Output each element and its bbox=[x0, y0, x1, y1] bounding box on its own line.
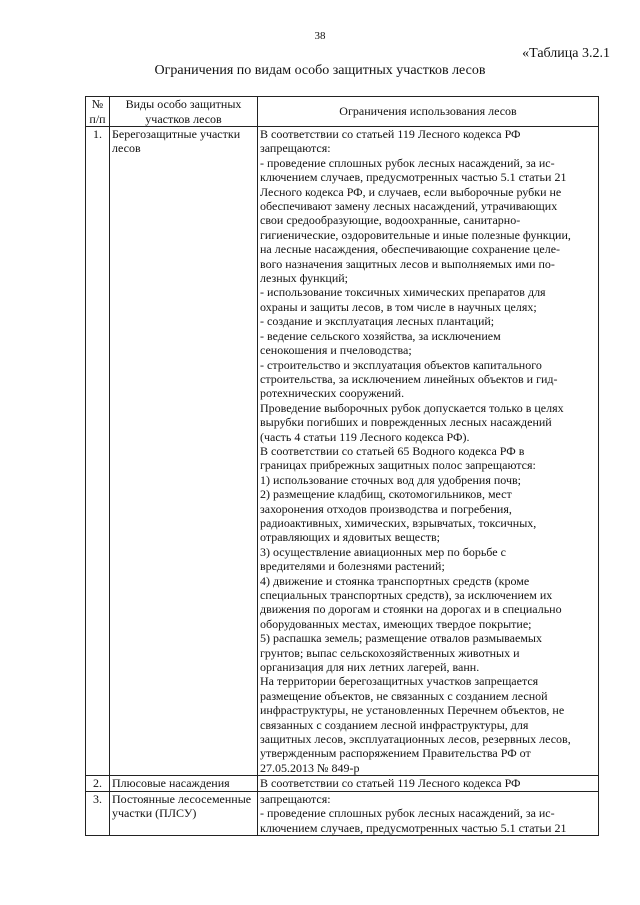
restriction-line: специальных транспортных средств), за исключением их bbox=[260, 588, 553, 602]
restriction-line: 1) использование сточных вод для удобрения почв; bbox=[260, 472, 522, 487]
restriction-line: - создание и эксплуатация лесных плантаций; bbox=[260, 314, 495, 329]
restriction-line: 27.05.2013 № 849-р bbox=[260, 760, 360, 775]
restrictions-table bbox=[85, 96, 599, 836]
restrictions-text bbox=[258, 127, 599, 776]
restriction-line: организация для них летних лагерей, ванн. bbox=[260, 660, 480, 675]
restriction-line: вырубки погибших и поврежденных лесных насаждений bbox=[260, 415, 552, 430]
restriction-line: захоронения отходов производства и погребения, bbox=[260, 501, 512, 516]
restriction-line: На территории берегозащитных участков запрещается bbox=[260, 674, 539, 689]
restriction-line: вредителями и болезнями растений; bbox=[260, 559, 445, 574]
restriction-line: обеспечивают замену лесных насаждений, утрачивающих bbox=[260, 199, 558, 214]
restriction-line: 4) движение и стоянка транспортных средств (кроме bbox=[260, 573, 530, 588]
restriction-line: размещение объектов, не связанных с созданием лесной bbox=[260, 688, 548, 703]
protected-area-type: Плюсовые насаждения bbox=[110, 776, 258, 791]
restrictions-text bbox=[258, 791, 599, 835]
restriction-line: свои средообразующие, водоохранные, санитарно- bbox=[260, 213, 521, 228]
restriction-line: отравляющих и ядовитых веществ; bbox=[260, 530, 440, 545]
restriction-line: строительства, за исключением линейных объектов и гид- bbox=[260, 371, 558, 386]
restriction-line: гигиенические, оздоровительные и иные полезные функции, bbox=[260, 227, 571, 242]
header-type: Виды особо защитных участков лесов bbox=[110, 97, 258, 127]
row-number: 3. bbox=[86, 791, 110, 835]
restriction-line: связанных с созданием лесной инфраструктуры, для bbox=[260, 717, 529, 732]
table-reference: «Таблица 3.2.1 bbox=[522, 46, 610, 61]
restriction-line: - строительство и эксплуатация объектов капитального bbox=[260, 357, 542, 372]
restriction-line: 5) распашка земель; размещение отвалов размываемых bbox=[260, 631, 542, 646]
protected-area-type: Постоянные лесосеменные участки (ПЛСУ) bbox=[110, 791, 258, 835]
restriction-line: вого назначения защитных лесов и выполняемых ими по- bbox=[260, 256, 555, 271]
restriction-line: утвержденным распоряжением Правительства РФ от bbox=[260, 746, 531, 761]
table-row bbox=[86, 776, 599, 791]
table-header-row bbox=[86, 97, 599, 127]
restriction-line: запрещаются: bbox=[260, 791, 331, 806]
restriction-line: 3) осуществление авиационных мер по борьбе с bbox=[260, 544, 506, 559]
restriction-line: - использование токсичных химических препаратов для bbox=[260, 285, 546, 300]
restriction-line: - ведение сельского хозяйства, за исключением bbox=[260, 328, 501, 343]
restriction-line: ротехнических сооружений. bbox=[260, 386, 405, 401]
restriction-line: границах прибрежных защитных полос запрещаются: bbox=[260, 458, 536, 473]
restriction-line: оборудованных местах, имеющих твердое покрытие; bbox=[260, 616, 532, 631]
page-number: 38 bbox=[314, 30, 326, 42]
header-num: № п/п bbox=[86, 97, 110, 127]
restriction-line: на лесные насаждения, обеспечивающие сохранение целе- bbox=[260, 242, 561, 257]
restriction-line: 2) размещение кладбищ, скотомогильников, мест bbox=[260, 487, 512, 502]
table-row bbox=[86, 791, 599, 835]
restriction-line: сенокошения и пчеловодства; bbox=[260, 343, 412, 358]
restriction-line: В соответствии со статьей 119 Лесного кодекса РФ bbox=[260, 127, 521, 141]
restriction-line: ключением случаев, предусмотренных частью 5.1 статьи 21 bbox=[260, 820, 567, 835]
restriction-line: В соответствии со статьей 119 Лесного кодекса РФ bbox=[260, 776, 521, 791]
restriction-line: - проведение сплошных рубок лесных насаждений, за ис- bbox=[260, 806, 555, 821]
table-row bbox=[86, 127, 599, 776]
restriction-line: движения по дорогам и стоянки на дорогах и в специально bbox=[260, 602, 562, 617]
restriction-line: - проведение сплошных рубок лесных насаждений, за ис- bbox=[260, 155, 555, 170]
restriction-line: Лесного кодекса РФ, и случаев, если выборочные рубки не bbox=[260, 184, 562, 199]
restriction-line: инфраструктуры, не установленных Перечнем объектов, не bbox=[260, 703, 565, 718]
restriction-line: защитных лесов, эксплуатационных лесов, резервных лесов, bbox=[260, 732, 571, 747]
restriction-line: Проведение выборочных рубок допускается только в целях bbox=[260, 400, 564, 415]
row-number: 2. bbox=[86, 776, 110, 791]
restriction-line: запрещаются: bbox=[260, 141, 331, 156]
restriction-line: В соответствии со статьей 65 Водного кодекса РФ в bbox=[260, 443, 525, 458]
row-number: 1. bbox=[86, 127, 110, 776]
restrictions-text bbox=[258, 776, 599, 791]
restriction-line: грунтов; выпас сельскохозяйственных животных и bbox=[260, 645, 520, 660]
restriction-line: радиоактивных, химических, взрывчатых, токсичных, bbox=[260, 515, 537, 530]
table-title: Ограничения по видам особо защитных участков лесов bbox=[154, 63, 486, 78]
header-rules: Ограничения использования лесов bbox=[258, 97, 599, 127]
protected-area-type: Берегозащитные участки лесов bbox=[110, 127, 258, 776]
restriction-line: (часть 4 статьи 119 Лесного кодекса РФ). bbox=[260, 429, 470, 444]
restriction-line: охраны и защиты лесов, в том числе в научных целях; bbox=[260, 299, 537, 314]
restriction-line: ключением случаев, предусмотренных частью 5.1 статьи 21 bbox=[260, 170, 567, 185]
restriction-line: лезных функций; bbox=[260, 271, 349, 286]
